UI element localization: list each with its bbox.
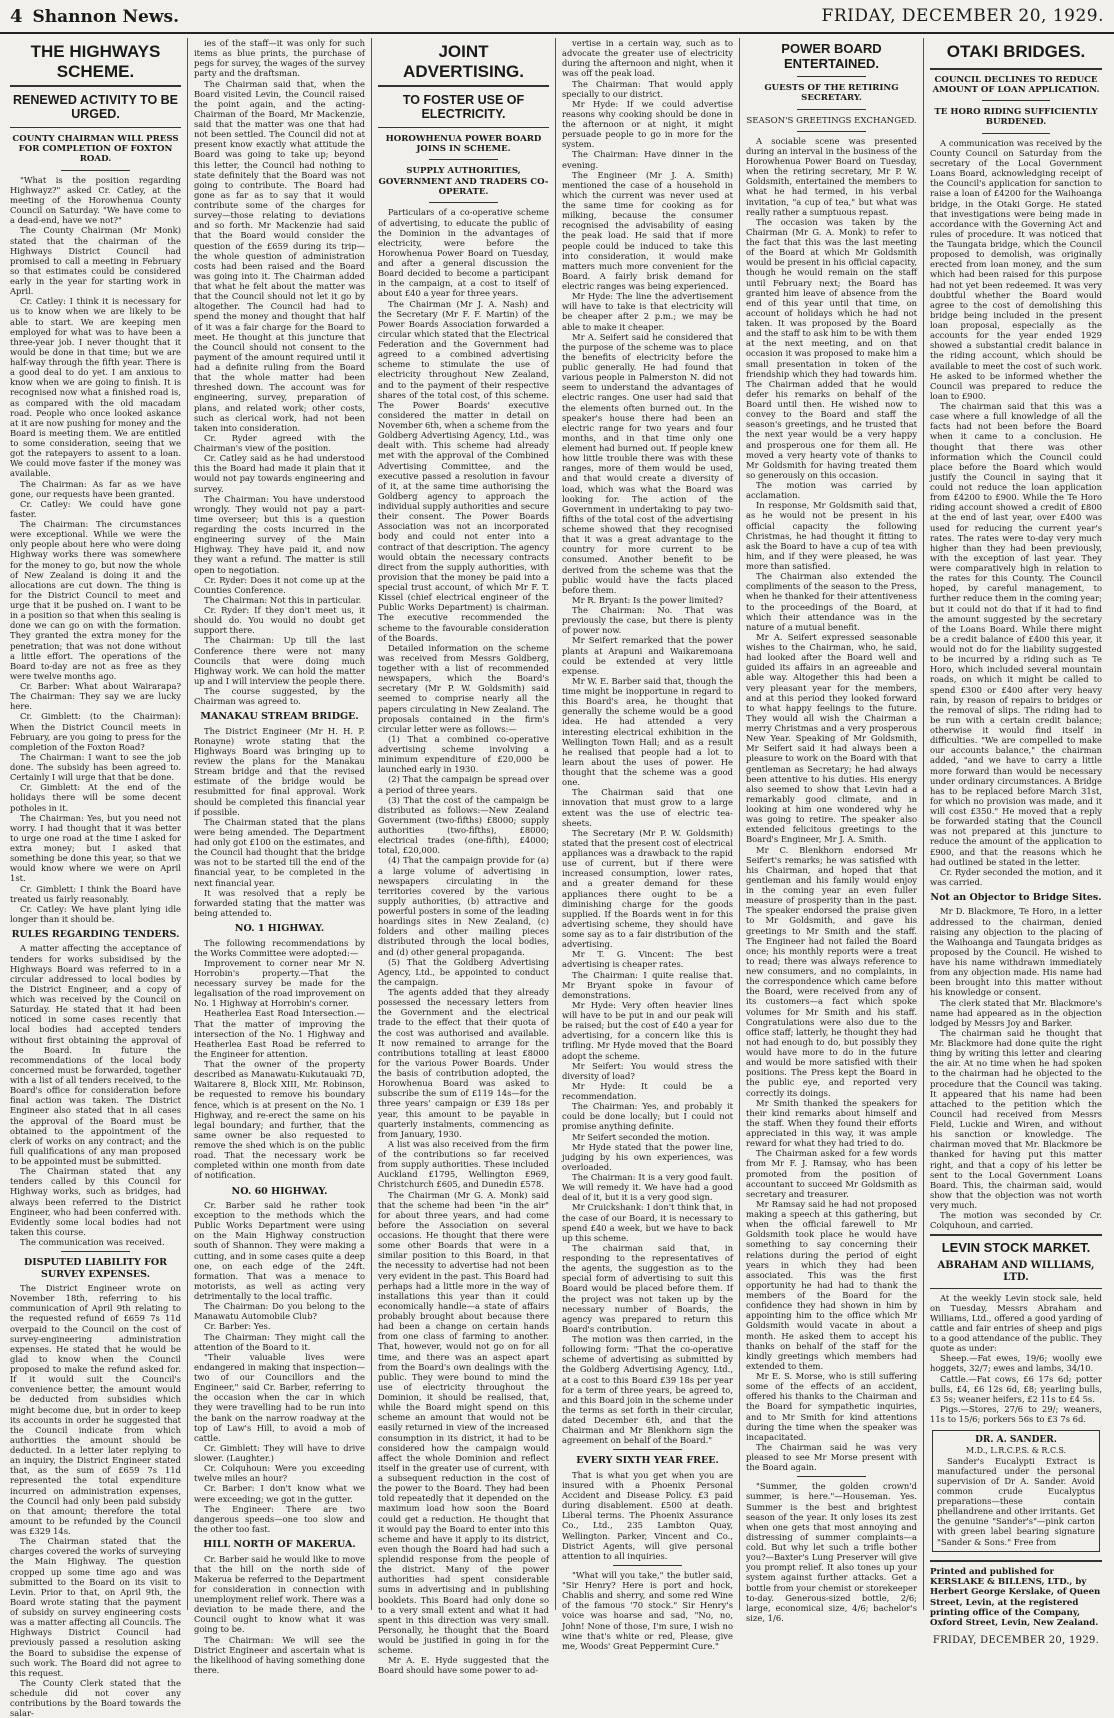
issue-date: FRIDAY, DECEMBER 20, 1929. [821, 6, 1104, 26]
paragraph: A communication was received by the County Council on Saturday from the secretary of the Local Government Loans Board, acknowledging receipt of the Council's application for sanction to raise a loan of £4200 for the Waihoanga bridge, in the Otaki Gorge. He stated that investigations were being made in accordance with the Governing Act and rules of procedure. It was noticed that the Taungata bridge, which the Council proposed to demolish, was originally erected from loan money, and the sum which had been raised for this purpose had not yet been redeemed. It was very doubtful whether the Board would agree to the cost of demolishing this bridge being included in the present loan proposal, especially as the accounts for the year ended 1929 showed a substantial credit balance in the riding account, which should be available to meet the cost of such work. He asked to be informed whether the Council was prepared to reduce the loan to £900. [930, 137, 1102, 401]
stock-market-body [930, 1293, 1102, 1425]
paragraph: Mr A. Seifert said he considered that the purpose of the scheme was to place the benefits of electricity before the public generally. He had found that various people in Palmerston N. did not seem to understand the advantages of electric ranges. One user had said that the elements often burned out. In the speaker's house there had been an electric range for two years and four months, and in that time only one element had burned out. If people knew how little trouble there was with these ranges, more of them would be used, and that would create a diversity of load, which was what the Board was looking for. The action of the Government in undertaking to pay two-fifths of the total cost of the advertising scheme showed that they recognised that it was a great advantage to the country for more current to be consumed. Another benefit to be derived from the scheme was that the public would have the facts placed before them. [562, 331, 733, 595]
makerua-heading: HILL NORTH OF MAKERUA. [203, 1539, 356, 1551]
paragraph: Particulars of a co-operative scheme of advertising, to educate the public of the Dominion in the advantages of electricity, were before the Horowhenua Power Board on Tuesday, and after a general discussion the Board decided to become a participant in the campaign, at a cost to itself of about £40 a year for three years. [378, 207, 549, 299]
paragraph: That the owner of the property described as Manawatu-Kukutauaki 7D, Waitarere 8, Block XIII, Mr. Robinson, be requested to remove his boundary fence, which is at present on the No. 1 Highway, and re-erect the same on his legal boundary; and further, that the same owner be also requested to remove the shed which is on the public road. That the necessary work be completed within one month from date of notification. [194, 1059, 365, 1181]
otaki-deck-1: COUNCIL DECLINES TO REDUCE AMOUNT OF LOAN APPLICATION. [930, 68, 1102, 96]
paragraph: Cr. Barber: Yes. [204, 1321, 271, 1332]
paragraph: The Chairman: I quite realise that. Mr Bryant spoke in favour of demonstrations. [562, 969, 733, 1000]
paragraph: The Chairman said that, when the Board visited Levin, the Council raised the point again, and the acting-Chairman of the Board, Mr Mackenzie, said that the matter was one that had not been settled. The Council did not at present know exactly what attitude the Board was going to take up; beyond this letter, the Council had nothing to state definitely that the Board was not going to contribute. The Board had gone as far as to say that it would contribute some of the charges for survey—those relating to deviations and so forth. Mr Mackenzie had said that the Board would consider the question of the £659 during its trip—the whole question of administration costs had been raised and the Board was going into it. The Chairman added that what he felt about the matter was that the Council should not let it go by altogether. The Council had had to spend the money and thought that half of it was a fair charge for the Board to meet. He thought at this juncture that the Council should not consent to the payment of the amount required until it had a definite ruling from the Board that the whole matter had been threshed down. The account was for engineering, survey, preparation of plans, and related work; other costs, such as clerical work, had not been taken into consideration. [194, 78, 365, 433]
paragraph: Mr Hyde stated that the power line, judging by his own experiences, was overloaded. [562, 1141, 733, 1172]
paragraph: It was resolved that a reply be forwarded stating that the matter was being attended to. [194, 887, 365, 918]
paragraph: The Chairman: We will see the District Engineer and ascertain what is the likelihood of having something done there. [194, 1634, 365, 1675]
highways-body [10, 175, 181, 924]
paragraph: Cr. Gimblett: I think the Board have treated us fairly reasonably. [10, 883, 181, 904]
imprint-date: FRIDAY, DECEMBER 20, 1929. [932, 1634, 1100, 1646]
paragraph: A list was also received from the firm of the contributions so far received from supply authorities. These included Auckland £1795, Wellington £969, Christchurch £605, and Dunedin £578. [378, 1138, 549, 1190]
deck-rule [797, 76, 865, 77]
sander-ad-title: DR. A. SANDER. [975, 1435, 1057, 1446]
paragraph: Cr. Barber: What about Wairarapa? The Chairman: They say we are lucky here. [10, 681, 181, 712]
paragraph: The District Engineer wrote on November 18th, referring to his communication of April 9th relating to the requested refund of £659 7s 11d overpaid to the Council on the cost of survey-engineering administration expenses. He stated that he would be glad to know when the Council proposed to make the refund asked for. If it would suit the Council's convenience better, the amount would be deducted from subsidies which might become due, but in order to keep its accounts in order he suggested that the Council indicate from which authorities the amount should be deducted. In a letter later replying to an inquiry, the District Engineer stated that, as the sum of £659 7s 11d represented the total expenditure incurred on administration expenses, the Council had only been paid subsidy on that amount; therefore the total amount to be refunded by the Council was £329 14s. [10, 1283, 181, 1537]
paragraph: The Chairman: Yes, and probably it could be done locally; but I could not promise anything definite. [562, 1101, 733, 1132]
paragraph: The Chairman: The circumstances were exceptional. While we were the only people about here who were doing Highway works there was somewhere for the money to go, but now the whole of New Zealand is doing it and the allocations are cut down. The thing is for the District Council to meet and urge that it be pushed on. I want to be in a position so that when this sealing is done we can go on with the formation. They granted the extra money for the penetration; that was not done without a little effort. The operations of the Board to-day are not as free as they were twelve months ago. [10, 519, 181, 681]
paragraph: (2) That the campaign be spread over a period of three years. [378, 774, 549, 795]
column-6 [924, 38, 1108, 1646]
paragraph: The Chairman: Do you belong to the Manawatu Automobile Club? [194, 1301, 365, 1322]
paragraph: Cr. Gimblett: (to the Chairman): When the District Council meets in February, are you going to press for the completion of the Foxton Road? [10, 711, 181, 752]
liability-body [10, 1283, 181, 1718]
paragraph: The District Engineer (Mr H. H. P. Ronayne) wrote stating that the Highways Board was bringing up to review the plans for the Manakau Stream bridge and that the revised estimate of the bridge would be resubmitted for final approval. Work should be completed this financial year if possible. [194, 725, 365, 817]
paragraph: "Their valuable lives were endangered in making that inspection—two of our Councillors and the Engineer," said Cr. Barber, referring to the occasion when the car in which they were travelling had to be run into the bank on the narrow roadway at the top of Law's Hill, to avoid a mob of cattle. [194, 1351, 365, 1443]
paragraph: The Chairman: Yes, but you need not worry. I had thought that it was better to urge one road at the time I asked for extra money; but I asked that something be done this year, so that we would know where we were on April 1st. [10, 812, 181, 884]
paragraph: Mr Seifert: You would stress the diversity of load? [562, 1060, 733, 1081]
deck-rule [429, 159, 497, 160]
paragraph: The Chairman: Have dinner in the evening. [562, 149, 733, 170]
paragraph: The Chairman: I want to see the job done. The subsidy has been agreed to. Certainly I will urge that that be done. [10, 751, 181, 783]
phoenix-ad-title: EVERY SIXTH YEAR FREE. [576, 1455, 719, 1467]
paragraph: A matter affecting the acceptance of tenders for works subsidised by the Highways Board was referred to in a circular addressed to local bodies by the District Engineer, and a copy of which was received by the Council on Saturday. He stated that it had been noticed in some cases recently that local bodies had accepted tenders without first obtaining the approval of the Board. In future the recommendations of the local body concerned must be forwarded, together with a list of all tenders received, to the Board's office for consideration before final action was taken. The District Engineer also stated that in all cases the approval of the Board must be obtained to the appointment of the clerk of works on any contract; and the full qualifications of any man proposed to be appointed must be submitted. [10, 943, 181, 1167]
paragraph: The Chairman stated that the charges covered the works of surveying the Main Highway. The question cropped up some time ago and was submitted to the Board on its visit to Levin. Prior to that, on April 9th, the Board wrote stating that the payment of subsidy on survey engineering costs was a matter affecting all Councils. The Highways District Council had previously passed a resolution asking the Board to subsidise the expense of such work. The Board did not agree to this request. [10, 1536, 181, 1678]
paragraph: The Chairman (Mr J. A. Nash) and the Secretary (Mr F. F. Martin) of the Power Boards Association forwarded a circular which stated that the Electrical Federation and the Government had agreed to a combined advertising scheme to stimulate the use of electricity throughout New Zealand, and to the payment of their respective shares of the total cost, of this scheme. The Power Boards' executive considered the matter in detail on November 6th, when a scheme from the Goldberg Advertising Agency, Ltd., was dealt with. This scheme had already met with the approval of the Combined Advertising Committee, and the executive passed a resolution in favour of it, at the same time authorising the Goldberg agency to approach the individual supply authorities and secure their consent. The Power Boards Association was not an incorporated body and could not enter into a contract of that description. The agency would obtain the necessary contracts direct from the supply authorities, with provision that the money be paid into a special trust account, of which Mr F. T. Kissel (chief electrical engineer of the Public Works Department) is chairman. The executive recommended the scheme to the favourable consideration of the Boards. [378, 298, 549, 643]
otaki-deck-2: TE HORO RIDING SUFFICIENTLY BURDENED. [934, 107, 1098, 128]
highways-headline: THE HIGHWAYS SCHEME. [30, 42, 161, 81]
paragraph: The motion was carried by acclamation. [746, 480, 917, 501]
paragraph: Cr. Catley: We have plant lying idle longer than it should be. [10, 903, 181, 924]
advertising-deck-1: HOROWHENUA POWER BOARD JOINS IN SCHEME. [385, 133, 542, 155]
paragraph: Mr R. Bryant: Is the power limited? [572, 594, 723, 605]
deck-rule [429, 202, 497, 203]
section-rule [797, 1476, 865, 1477]
masthead [0, 0, 1114, 34]
page-columns [0, 38, 1114, 1718]
paragraph: Mr Seifert remarked that the power plants at Arapuni and Waikaremoana could be extended at very little expense. [562, 635, 733, 676]
paragraph: The Chairman: Up till the last Conference there were not many Councils that were doing much Highway work. We can hold the matter up and I will interview the people there. [194, 635, 365, 686]
paragraph: The Chairman: As far as we have gone, our requests have been granted. [10, 478, 181, 499]
deck-rule [982, 133, 1051, 134]
no1-highway-heading: NO. 1 HIGHWAY. [234, 923, 325, 935]
paragraph: Cr. Ryder agreed with the Chairman's view of the position. [194, 432, 365, 453]
paragraph: Mr Hyde: Very often heavier lines will have to be put in and our peak will be raised; but the cost of £40 a year for advertising, for a concern like this is trifling. Mr Hyde moved that the Board adopt the scheme. [562, 999, 733, 1061]
paragraph: Cr. Barber: I don't know what we were exceeding; we got in the gutter. [194, 1483, 365, 1504]
makerua-body [194, 1554, 365, 1676]
peppermint-cure-ad: "What will you take," the butler said, "Sir Henry? Here is port and hock, Chablis and sherry, and some red Wine of the famous '70 stock." Sir Henry's voice was hoarse and sad, "No, no, John! None of those, I'm sure, I wish no wine that's white or red, Please, give me, Woods' Great Peppermint Cure." [562, 1569, 733, 1651]
column-4 [556, 38, 740, 1651]
paragraph: Mr D. Blackmore, Te Horo, in a letter addressed to the chairman, denied raising any objection to the placing of the Waihoanga and Taungata bridges as proposed by the Council. He wished to have his name withdrawn immediately from any objection made. His name had been brought into this matter without his knowledge or consent. [930, 906, 1102, 998]
column-2 [188, 38, 372, 1675]
paragraph: Mr Ramsay said he had not proposed making a speech at this gathering, but when the official farewell to Mr Goldsmith took place he would have something to say concerning their relations during the period of eight years in which they had been associated. This was the first opportunity he had had to thank the members of the Board for the confidence they had shown in him by appointing him to the office which Mr Goldsmith would vacate in about a month. He asked them to accept his thanks on behalf of the staff for the kindly greetings which members had extended to them. [746, 1198, 917, 1371]
paragraph: The Chairman also extended the compliments of the season to the Press, when he thanked for their attentiveness to the proceedings of the Board, at which their attendance was in the nature of a mutual benefit. [746, 571, 917, 632]
paragraph: The motion was then carried, in the following form: "That the co-operative scheme of advertising as submitted by the Goldberg Advertising Agency, Ltd., at a cost to this Board £39 18s per year for a term of three years, be agreed to, and this Board join in the scheme under the terms as set forth in their circular, dated December 6th, and that the Chairman and Mr Blenkhorn sign the agreement on behalf of the Board." [562, 1334, 733, 1446]
no60-highway-heading: NO. 60 HIGHWAY. [231, 1185, 328, 1197]
paragraph: Cr. Catley: I think it is necessary for us to know when we are likely to be able to start. We are keeping men employed for what was to have been a three-year job. I never thought that it would be done in that time; but we are half-way through the fifth year. There is a good deal to do yet. I am anxious to know when we are going to finish. It is recognised now what a finished road is, as compared with the old macadam road. People who once looked askance at it are now pushing for money and the Board is meeting them. We are entitled to some consideration, seeing that we got the ratepayers to assent to a loan. We could move faster if the money was available. [10, 296, 181, 479]
paragraph: The Chairman: It is a very good fault. We will remedy it. We have had a good deal of it, but it is a very good sign. [562, 1172, 733, 1203]
paragraph: ies of the staff—it was only for such items as blue prints, the purchase of pegs for survey, the wages of the survey party and the draftsman. [194, 38, 365, 79]
paragraph: "What is the position regarding Highwayz?" asked Cr. Catley, at the meeting of the Horowhenua County Council on Saturday. "We have come to a dead-end, have we not?" [10, 174, 181, 226]
paper-name: Shannon News. [32, 6, 179, 27]
paragraph: Pigs.—Stores, 27/6 to 29/; weaners, 11s to 15/6; porkers 56s to £3 7s 6d. [930, 1403, 1102, 1425]
paragraph: The communication was received. [20, 1237, 165, 1248]
power-board-deck-1: GUESTS OF THE RETIRING SECRETARY. [764, 82, 899, 104]
power-board-deck-2: SEASON'S GREETINGS EXCHANGED. [746, 115, 917, 126]
paragraph: Cr. Catley: We could have gone faster. [10, 498, 181, 519]
paragraph: Cattle.—Fat cows, £6 17s 6d; potter bulls, £4, £6 12s 6d, £8; yearling bulls, £3 5s; weaner heifers, £2 11s to £4 5s. [930, 1373, 1102, 1404]
paragraph: The chairman said that, in responding to the representatives of the agents, the suggestion as to the special form of advertising to suit this Board would be placed before them. If the project was not taken up by the necessary number of Boards, the agency was prepared to return this Board's contribution. [562, 1242, 733, 1334]
paragraph: Mr Seifert seconded the motion. [572, 1131, 710, 1142]
paragraph: A sociable scene was presented during an interval in the business of the Horowhenua Power Board on Tuesday, when the retiring secretary, Mr P. W. Goldsmith, entertained the members to what he had termed, in his verbal invitation, "a cup of tea," but what was really rather a sumptuous repast. [746, 135, 917, 217]
paragraph: Mr Smith thanked the speakers for their kind remarks about himself and the staff. When they found their efforts appreciated in this way, it was ample reward for what they had tried to do. [746, 1097, 917, 1149]
sander-ad-subtitle: M.D., L.R.C.P.S. & R.C.S. [965, 1445, 1067, 1455]
paragraph: Cr. Colquhoun: Were you exceeding twelve miles an hour? [194, 1463, 365, 1484]
paragraph: Mr A. Seifert expressed seasonable wishes to the Chairman, who, he said, had looked after the Board well and guided its affairs in an agreeable and able way. Altogether this had been a very pleasant year for the members, and at this period they looked forward to what happy feelings to the future. They would all wish the Chairman a merry Christmas and a very prosperous New Year. Speaking of Mr Goldsmith, Mr Seifert said it had always been a pleasure to work on the Board with that gentleman as Secretary; he had always been attentive to his duties. His energy also seemed to show that Levin had a remarkably good climate, and in looking at him one wondered why he was going to retire. The speaker also extended felicitous greetings to the Board's Engineer, Mr J. A. Smith. [746, 631, 917, 845]
paragraph: Cr. Catley said as he had understood this the Board had made it plain that it would not pay towards engineering and survey. [194, 453, 365, 494]
paragraph: Mr Hyde: The line the advertisement will have to take is that electricity will be cheaper after 2 p.m.; we may be able to make it cheaper. [562, 291, 733, 332]
paragraph: At the weekly Levin stock sale, held on Tuesday, Messrs Abraham and Williams, Ltd., offered a good yarding of cattle and fair entries of sheep and pigs to a good attendance of the public. They quote as under: [930, 1292, 1102, 1354]
paragraph: vertise in a certain way, such as to advocate the greater use of electricity during the afternoon and night, when it was off the peak load. [562, 38, 733, 79]
advertising-body [378, 207, 549, 1675]
paragraph: Heatherlea East Road Intersection.—That the matter of improving the intersection of the No. 1 Highway and Heatherlea East Road be referred to the Engineer for attention. [194, 1008, 365, 1059]
deck-rule [797, 109, 865, 110]
paragraph: The Chairman said that one innovation that must grow to a large extent was the use of electric tea-sheets. [562, 787, 733, 828]
paragraph: The motion was seconded by Cr. Colquhoun, and carried. [930, 1210, 1102, 1231]
highways-deck: COUNTY CHAIRMAN WILL PRESS FOR COMPLETION OF FOXTON ROAD. [12, 133, 179, 165]
otaki-headline: OTAKI BRIDGES. [946, 42, 1086, 61]
section-rule [613, 1565, 681, 1566]
deck-rule [61, 170, 129, 171]
paragraph: Cr. Barber said he would like to move that the hill on the north side of Makerua be referred to the Department for consideration in connection with unemployment relief work. There was a deviation to be made there, and the Council ought to know what it was going to be. [194, 1553, 365, 1635]
objector-heading: Not an Objector to Bridge Sites. [930, 892, 1102, 904]
section-rule [61, 1251, 129, 1252]
advertising-subhead: TO FOSTER USE OF ELECTRICITY. [378, 85, 549, 128]
paragraph: Cr. Gimblett: They will have to drive slower. (Laughter.) [194, 1442, 365, 1464]
phoenix-ad-text: That is what you get when you are insured with a Phoenix Personal Accident and Disease Policy. £3 paid during disablement. £500 at death. Liberal terms. The Phoenix Assurance Co., Ltd., 235 Lambton Quay, Wellington. Parker, Vincent and Co., District Agents, will give personal attention to all inquiries. [562, 1469, 733, 1561]
paragraph: Mr W. E. Barber said that, though the time might be inopportune in regard to this Board's area, he thought that generally the scheme would be a good idea. He had attended a very interesting electrical exhibition in the Wellington Town Hall; and as a result he realised that people had a lot to learn about the uses of power. He thought that the scheme was a good one. [562, 675, 733, 788]
baxters-ad-text: "Summer, the golden crown'd summer, is here."—Houseman. Yes. Summer is the best and brightest season of the year. It only loses its zest when one gets that most annoying and distressing of summer complaints—a cold. But why let such a trifle bother you?—Baxter's Lung Preserver will give you prompt relief. It also tones up your system against further attacks. Get a bottle from your chemist or storekeeper to-day. Generous-sized bottle, 2/6; large, economical size, 4/6; bachelor's size, 1/6. [746, 1481, 917, 1623]
otaki-body [930, 138, 1102, 887]
advertising-headline: JOINT ADVERTISING. [403, 42, 524, 81]
paragraph: The Engineer: There are two dangerous speeds—one too slow and the other too fast. [194, 1503, 365, 1534]
paragraph: Cr. Ryder seconded the motion, and it was carried. [930, 866, 1102, 887]
manakau-body [194, 726, 365, 918]
highways-subhead: RENEWED ACTIVITY TO BE URGED. [10, 85, 181, 128]
column-3 [372, 38, 556, 1676]
sander-ad-text: Sander's Eucalypti Extract is manufactured under the personal supervision of Dr A. Sander. Avoid common crude Eucalyptus preparations—these contain phellandrene and other irritants. Get the genuine "Sander's"—pink carton with green label bearing signature "Sander & Sons." Free from [937, 1455, 1095, 1547]
manakau-heading: MANAKAU STREAM BRIDGE. [200, 711, 359, 723]
paragraph: The County Clerk stated that the schedule did not cover any contributions by the Board towards the salar- [10, 1677, 181, 1718]
paragraph: Cr. Gimblett: At the end of the holidays there will be some decent potholes in it. [10, 782, 181, 813]
paragraph: Cr. Ryder: If they don't meet us, it should do. You would no doubt get support there. [194, 605, 365, 636]
paragraph: (5) That the Goldberg Advertising Agency, Ltd., be appointed to conduct the campaign. [378, 956, 549, 987]
liability-heading: DISPUTED LIABILITY FOR SURVEY EXPENSES. [24, 1257, 167, 1280]
paragraph: Detailed information on the scheme was received from Messrs Goldberg, together with a list of recommended newspapers, which the Board's secretary (Mr P. W. Goldsmith) said seemed to comprise nearly all the papers circulating in New Zealand. The proposals contained in the firm's circular letter were as follows:— [378, 642, 549, 734]
stock-market-headline: LEVIN STOCK MARKET. [930, 1234, 1102, 1256]
tenders-body [10, 943, 181, 1247]
paragraph: The Chairman: They might call the attention of the Board to it. [194, 1331, 365, 1352]
paragraph: The Chairman (Mr G. A. Monk) said that the scheme had been "in the air" for about three years, and had come before the Association on several occasions. He thought that there were some other Boards that were in a similar position to this Board, in that the necessity to advertise had not been very evident in the past. This Board had perhaps had a little more in the way of installations this year than it could economically handle—a state of affairs probably brought about because there had been a change on certain hands from one class of farming to another. That, however, would not go on for all time, and there was an aspect apart from the Board's own dealings with the public. They were bound to mind the use of electricity throughout the Dominion, it should be realised, that, while the Board might spend on this scheme an amount that would not be easily returned in view of the increased consumption in its district, it had to be considered how the campaign would affect the whole Dominion and reflect itself in the greater use of current, with a subsequent reduction in the cost of the power to the Board. They had been told repeatedly that it depended on the maximum load how soon the Board could get a reduction. He thought that it would pay the Board to enter into this scheme and have it apply to its district, even though the Board had had such a splendid response from the people of the district. Many of the power authorities had spent considerable sums in advertising and in publishing booklets. This Board had only done so to a very small extent and what it had spent in this direction was very small. Personally, he thought that the Board would be justified in going in for the scheme. [378, 1189, 549, 1656]
highways-continued-body [194, 38, 365, 706]
paragraph: Cr. Barber said he rather took exception to the methods which the Public Works Department were using on the Main Highway construction south of Shannon. They were making a cutting, and in some cases quite a deep one, on each edge of the 24ft. formation. That was a menace to motorists, as well as acting very detrimentally to the local traffic. [194, 1199, 365, 1302]
stock-market-subhead: ABRAHAM AND WILLIAMS, LTD. [930, 1260, 1102, 1288]
paragraph: The Chairman: No. That was previously the case, but there is plenty of power now. [562, 605, 733, 636]
paragraph: The Chairman stated that any tenders called by this Council for Highway works, such as bridges, had always been referred to the District Engineer, who had been conferred with. Evidently some local bodies had not taken this course. [10, 1166, 181, 1237]
paragraph: The Chairman stated that the plans were being amended. The Department had only got £100 on the estimates, and the Council had thought that the bridge was not to be started till the end of the financial year, to be completed in the next financial year. [194, 816, 365, 888]
deck-rule [982, 100, 1051, 101]
paragraph: Mr Hyde: If we could advertise reasons why cooking should be done in the afternoon or at night, it might persuade people to go in more for the system. [562, 98, 733, 150]
paragraph: Mr Cruickshank: I don't think that, in the case of our Board, it is necessary to spend £40 a week, but we have to back up this scheme. [562, 1202, 733, 1243]
paragraph: The course suggested, by the Chairman was agreed to. [194, 686, 365, 707]
advertising-deck-2: SUPPLY AUTHORITIES, GOVERNMENT AND TRADERS CO-OPERATE. [378, 166, 549, 198]
paragraph: The Engineer (Mr J. A. Smith) mentioned the case of a household in which the current was never used at the same time for cooking as for milking, because the consumer recognised the advisability of easing the peak load. He said that if more people could be induced to take this into consideration, it would make matters much more convenient for the Board. A fairly brisk demand for electric ranges was being experienced. [562, 169, 733, 291]
paragraph: Mr T. G. Vincent: The best advertising is cheaper rates. [562, 949, 733, 970]
tenders-heading: RULES REGARDING TENDERS. [11, 929, 180, 941]
paragraph: (1) That a combined co-operative advertising scheme involving a minimum expenditure of £20,000 be launched early in 1930. [378, 733, 549, 775]
paragraph: The occasion was taken by the Chairman (Mr G. A. Monk) to refer to the fact that this was the last meeting of the Board at which Mr Goldsmith would be present in his official capacity, though he would remain on the staff until February next; the Board has granted him leave of absence from the end of this year until that time, on account of holidays which he had not taken. It was proposed by the Board and the staff to ask him to be with them at the next meeting, and on that occasion it was proposed to make him a small presentation in token of the friendship which they had towards him. The Chairman added that he would defer his remarks on behalf of the Board until then. He wished now to convey to the Board and staff the season's greetings, and he trusted that the next year would be a very happy and prosperous one for them all. He moved a very hearty vote of thanks to Mr Goldsmith for having treated them so generously on this occasion. [746, 216, 917, 480]
paragraph: The Chairman: Not this in particular. [204, 594, 362, 605]
power-board-headline: POWER BOARD ENTERTAINED. [781, 41, 882, 71]
paragraph: (4) That the campaign provide for (a) a large volume of advertising in newspapers circulating in the territories covered by the various supply authorities, (b) attractive and powerful posters in some of the leading hoardings sites in New Zealand, (c) folders and other mailing pieces distributed through the local bodies, and (d) other general propaganda. [378, 855, 549, 957]
paragraph: The chairman said that this was a case where a full knowledge of all the facts had not been before the Board when it came to a conclusion. He thought that there was other information which the Council could place before the Board which would justify the Council in saying that it could not reduce the loan application from £4200 to £900. While the Te Horo riding account showed a credit of £800 at the end of last year, over £400 was used for reducing the current year's rates. The rates were to-day very much higher than they had been previously, with the exception of last year. They were comparatively high in relation to the rates for this County. The Council hoped, by careful management, to further reduce them in the coming year; but it could not do that if it had to find the amount suggested by the secretary of the Loans Board. While there might be a credit balance of £400 this year, it would not do for the liability suggested to be incurred by a riding such as Te Horo, which included several mountain roads, on which it might be called to spend £300 or £400 after very heavy rain, by reason of repairs to bridges or the removal of slips. The riding had to be run with a certain credit balance; otherwise it would find itself in difficulties. "We are compelled to make our accounts balance," the chairman added, "and we have to carry a little more forward than would be necessary under ordinary circumstances. A Bridge has to be replaced before March 31st, for which no provision was made, and it will cost £350." He moved that a reply be forwarded stating that the Council was not prepared at this juncture to reduce the amount of the application to £900, and that the reasons which he had outlined be stated in the letter. [930, 401, 1102, 867]
imprint: Printed and published for KERSLAKE & BILLENS, LTD., by Herbert George Kerslake, of Queen Street, Levin, at the registered printing office of the Company, Oxford Street, Levin, New Zealand. [930, 1560, 1102, 1629]
paragraph: The County Chairman (Mr Monk) stated that the chairman of the Highways District Council had promised to call a meeting in February so that estimates could be considered early in the year for starting work in April. [10, 225, 181, 297]
paragraph: Sheep.—Fat ewes, 19/6; woolly ewe hoggets, 32/7; ewes and lambs, 34/10. [930, 1353, 1102, 1374]
paragraph: Improvement to corner near Mr N. Horrobin's property.—That the necessary survey be made for the legalisation of the road improvement on No. 1 Highway at Horrobin's corner. [194, 957, 365, 1009]
page-number: 4 [10, 5, 23, 27]
paragraph: The Chairman: That would apply specially to our district. [562, 78, 733, 99]
power-board-body [746, 136, 917, 1473]
objector-body [930, 906, 1102, 1230]
paragraph: The following recommendations by the Works Committee were adopted:— [194, 937, 365, 958]
paragraph: The Chairman said he was very pleased to see Mr Morse present with the Board again. [746, 1441, 917, 1473]
paragraph: In response, Mr Goldsmith said that, as he would not be present in his official capacity the following Christmas, he had thought it fitting to ask the Board to have a cup of tea with him, and if they were pleased, he was more than satisfied. [746, 500, 917, 572]
no60-highway-body [194, 1200, 365, 1534]
paragraph: The clerk stated that Mr. Blackmore's name had appeared as in the objection lodged by Messrs Joy and Barker. [930, 997, 1102, 1028]
paragraph: Cr. Ryder: Does it not come up at the Counties Conference. [194, 574, 365, 595]
paragraph: The agents added that they already possessed the necessary letters from the Government and the electrical trade to the effect that their quota of the cost was authorised and available. It now remained to arrange for the contributions totalling at least £8000 for the various Power Boards. Under the basis of contribution adopted, the Horowhenua Board was asked to subscribe the sum of £119 14s—for the three years' campaign or £39 18s per year, this amount to be payable in quarterly instalments, commencing as from January, 1930. [378, 987, 549, 1139]
paragraph: The chairman said he thought that Mr. Blackmore had done quite the right thing by writing this letter and clearing the air. At no time when he had spoken to the chairman had he objected to the procedure that the Council was taking. It appeared that his name had been attached to the petition which the Council had received from Messrs Field, Luckie and Wiren, and without his sanction or knowledge. The chairman moved that Mr. Blackmore be thanked for having put this matter right, and that a copy of his letter be sent to the Local Government Loans Board. This, the chairman said, would show that the objection was not worth very much. [930, 1027, 1102, 1211]
section-rule [613, 1449, 681, 1450]
advertising-continued-body [562, 38, 733, 1445]
sander-ad [932, 1430, 1100, 1552]
paragraph: The Secretary (Mr P. W. Goldsmith) stated that the present cost of electrical appliances was a drawback to the rapid use of current, but if there were increased consumption, lower rates, and a greater demand for these appliances there ought to be a diminishing charge for the goods supplied. If the Boards went in for this advertising scheme, they should have some say as to a fair distribution of the advertising. [562, 827, 733, 950]
deck-rule [797, 131, 865, 132]
paragraph: Mr C. Blenkhorn endorsed Mr Seifert's remarks; he was satisfied with his Chairman, and hoped that that gentleman and his family would enjoy in the coming year an even fuller measure of prosperity than in the past. The speaker endorsed the praise given to Mr Goldsmith, and gave his greetings to Mr Smith and the staff. The Engineer had not failed the Board once; his monthly reports were a treat to read; there was always reference to new consumers, and no complaints, in the correspondence which came before the Board, were received from any of its customers—a fact which spoke volumes for Mr Smith and his staff. Congratulations were also due to the office staff; latterly, he thought they had not had enough to do, but possibly they would have more to do in the future and would be more satisfied with their positions. The Press kept the Board in the public eye, and reported very correctly its doings. [746, 844, 917, 1098]
paragraph: (3) That the cost of the campaign be distributed as follows:—New Zealand Government (two-fifths) £8000; supply authorities (two-fifths), £8000; electrical trades (one-fifth), £4000; total, £20,000. [378, 794, 549, 856]
paragraph: Mr A. E. Hyde suggested that the Board should have some power to ad- [378, 1655, 549, 1676]
paragraph: The Chairman: You have understood wrongly. They would not pay a part-time overseer; but this is a question regarding the costs incurred in the engineering survey of the Main Highway. They have paid it, and now they want a refund. The matter is still open to negotiation. [194, 493, 365, 575]
paragraph: Mr Hyde: It could be a recommendation. [562, 1080, 733, 1101]
column-5 [740, 38, 924, 1623]
masthead-left [10, 6, 179, 27]
column-1 [4, 38, 188, 1718]
paragraph: Mr E. S. Morse, who is still suffering some of the effects of an accident, offered his thanks to the Chairman and the Board for sympathetic inquiries, and to Mr Smith for kind attentions during the time when the speaker was incapacitated. [746, 1371, 917, 1442]
paragraph: The Chairman asked for a few words from Mr F. J. Ramsay, who has been promoted from the position of accountant to succeed Mr Goldsmith as secretary and treasurer. [746, 1148, 917, 1199]
no1-highway-body [194, 938, 365, 1181]
